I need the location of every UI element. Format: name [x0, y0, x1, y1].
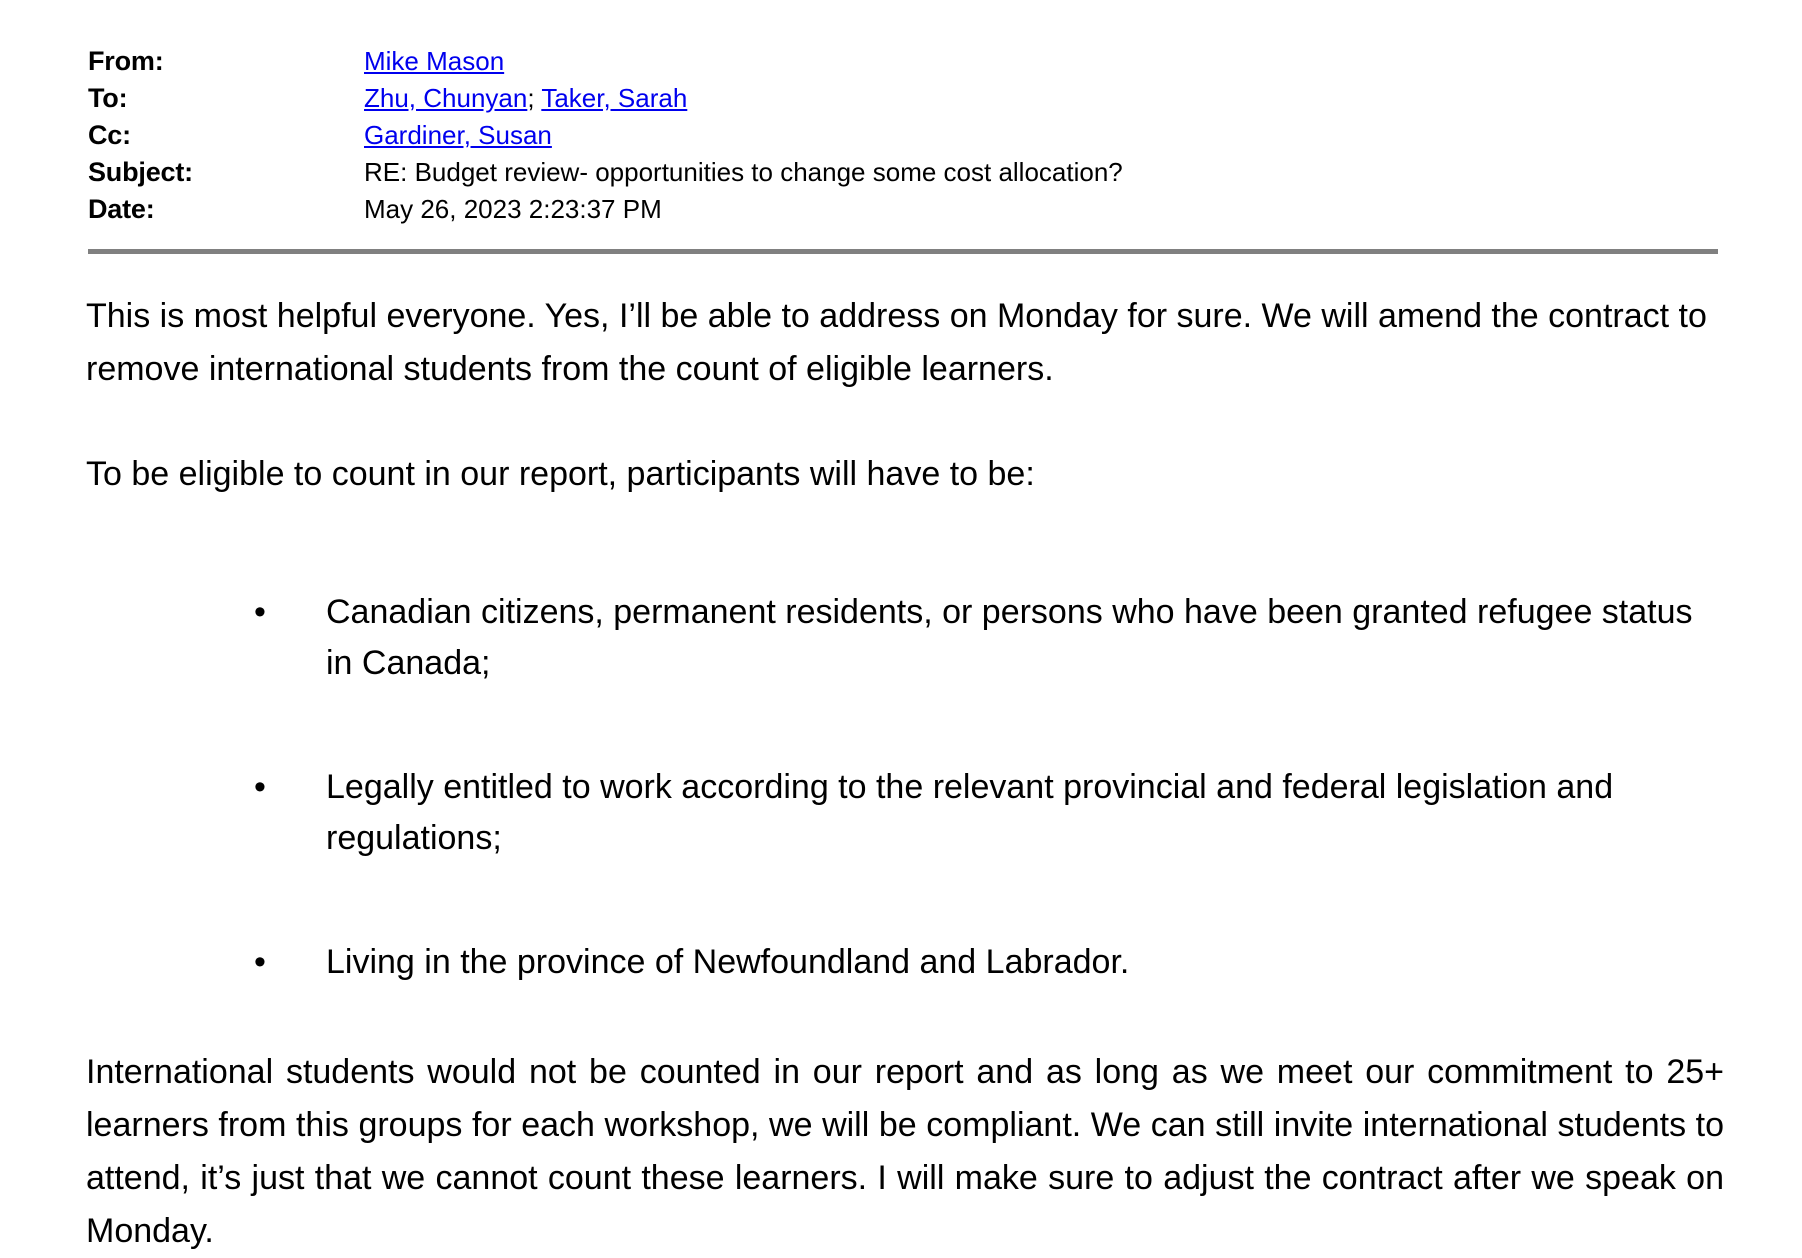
list-item-label: Legally entitled to work according to the relevant provincial and federal legislation and regulations; — [326, 768, 1614, 857]
email-body — [86, 290, 1724, 1258]
list-item — [254, 937, 1724, 988]
to-value — [364, 81, 687, 115]
subject-label: Subject: — [88, 157, 193, 187]
recipient-separator: ; — [527, 83, 542, 113]
email-header-row-date — [88, 192, 1718, 229]
bullet-dot-icon: • — [254, 943, 266, 981]
cc-label: Cc: — [88, 120, 131, 150]
cc-value — [364, 118, 552, 152]
recipient-link-2[interactable]: Taker, Sarah — [541, 83, 688, 113]
email-header-row-to — [88, 81, 1718, 118]
header-divider — [88, 249, 1718, 254]
bullet-dot-icon: • — [254, 593, 266, 631]
list-item — [254, 762, 1724, 864]
subject-value: RE: Budget review- opportunities to change some cost allocation? — [364, 157, 1123, 187]
paragraph-spacer-3 — [86, 988, 1724, 1046]
paragraph-spacer-1 — [86, 396, 1724, 448]
email-header-row-from — [88, 44, 1718, 81]
bullet-dot-icon: • — [254, 768, 266, 806]
cc-recipient-link[interactable]: Gardiner, Susan — [364, 120, 552, 150]
email-header-row-subject — [88, 155, 1718, 192]
body-paragraph-1: This is most helpful everyone. Yes, I’ll be able to address on Monday for sure. We will amend the contract to remove international students from the count of eligible learners. — [86, 297, 1707, 388]
date-value: May 26, 2023 2:23:37 PM — [364, 194, 662, 224]
list-item-label: Canadian citizens, permanent residents, or persons who have been granted refugee status in Canada; — [326, 593, 1693, 682]
list-item — [254, 587, 1724, 689]
body-paragraph-3: International students would not be counted in our report and as long as we meet our commitment to 25+ learners from this groups for each workshop, we will be compliant. We can still invite international students to attend, it’s just that we cannot count these learners. I will make sure to adjust the contract after we speak on Monday. — [86, 1053, 1724, 1250]
eligibility-bullet-list — [254, 587, 1724, 988]
recipient-link-1[interactable]: Zhu, Chunyan — [364, 83, 528, 113]
to-label: To: — [88, 83, 128, 113]
email-header-row-cc — [88, 118, 1718, 155]
date-label: Date: — [88, 194, 155, 224]
body-paragraph-2: To be eligible to count in our report, participants will have to be: — [86, 455, 1035, 493]
sender-link[interactable]: Mike Mason — [364, 46, 505, 76]
email-header — [88, 44, 1718, 229]
list-item-label: Living in the province of Newfoundland and Labrador. — [326, 943, 1130, 981]
paragraph-spacer-2 — [86, 501, 1724, 587]
from-label: From: — [88, 46, 164, 76]
from-value — [364, 44, 504, 78]
